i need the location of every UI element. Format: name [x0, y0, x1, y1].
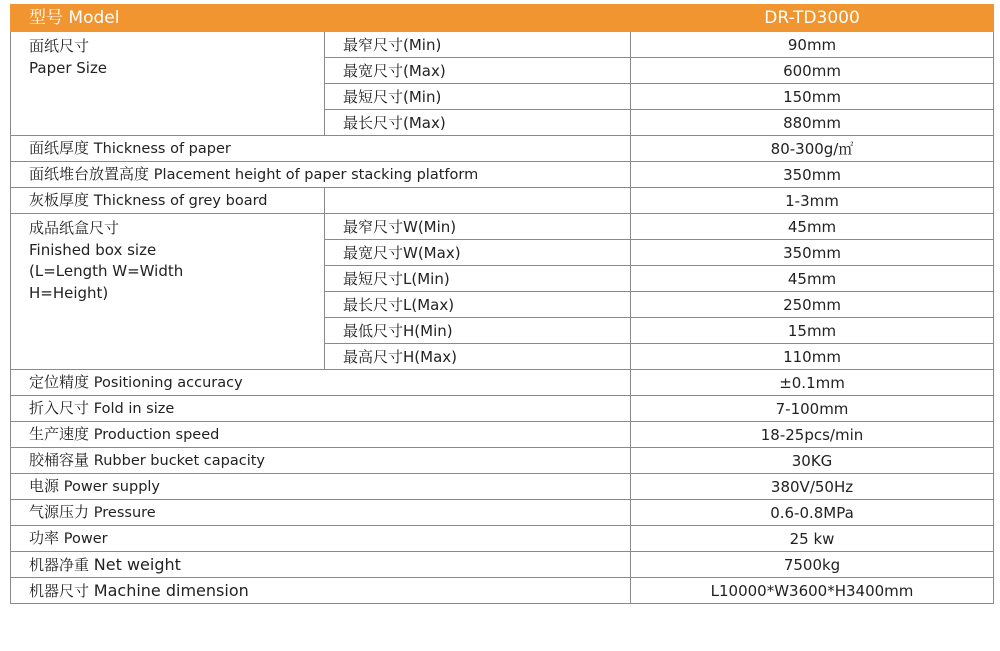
box-size-label-cn: 成品纸盒尺寸	[29, 219, 120, 237]
value-cell: 880mm	[631, 110, 994, 136]
row-label-en: Pressure	[93, 505, 156, 521]
row-label	[11, 578, 631, 604]
row-label	[11, 448, 631, 474]
value-cell: 250mm	[631, 292, 994, 318]
table-row	[11, 396, 994, 422]
model-value: DR-TD3000	[631, 5, 994, 32]
value-cell: L10000*W3600*H3400mm	[631, 578, 994, 604]
row-label-cn: 功率	[29, 529, 60, 547]
table-row	[11, 526, 994, 552]
value-cell: 30KG	[631, 448, 994, 474]
table-row	[11, 422, 994, 448]
table-row	[11, 214, 994, 240]
sub-label: 最低尺寸H(Min)	[325, 318, 631, 344]
row-label	[11, 162, 631, 188]
paper-size-label	[11, 32, 325, 136]
table-row	[11, 552, 994, 578]
row-label	[11, 500, 631, 526]
box-size-label-en-note-2: H=Height)	[29, 283, 109, 302]
row-label	[11, 474, 631, 500]
sub-label: 最宽尺寸(Max)	[325, 58, 631, 84]
row-label-en: Thickness of grey board	[93, 193, 268, 209]
table-row	[11, 370, 994, 396]
row-label-cn: 胶桶容量	[29, 451, 90, 469]
sub-label: 最长尺寸(Max)	[325, 110, 631, 136]
row-label-cn: 定位精度	[29, 373, 90, 391]
sub-label: 最短尺寸L(Min)	[325, 266, 631, 292]
row-label-en: Rubber bucket capacity	[93, 453, 265, 469]
table-row	[11, 500, 994, 526]
sub-label: 最窄尺寸(Min)	[325, 32, 631, 58]
value-cell: 110mm	[631, 344, 994, 370]
spec-table	[10, 4, 994, 604]
row-label-en: Placement height of paper stacking platform	[153, 167, 479, 183]
row-label-en: Positioning accuracy	[93, 375, 243, 391]
row-label-en: Production speed	[93, 427, 220, 443]
row-label-en: Thickness of paper	[93, 141, 231, 157]
table-row	[11, 188, 994, 214]
table-row	[11, 32, 994, 58]
row-label-cn: 面纸厚度	[29, 139, 90, 157]
model-label: 型号 Model	[11, 5, 631, 32]
table-row	[11, 448, 994, 474]
value-cell: ±0.1mm	[631, 370, 994, 396]
row-label-cn: 灰板厚度	[29, 191, 90, 209]
value-cell: 0.6-0.8MPa	[631, 500, 994, 526]
row-label-cn: 生产速度	[29, 425, 90, 443]
value-cell: 380V/50Hz	[631, 474, 994, 500]
value-cell: 90mm	[631, 32, 994, 58]
paper-size-label-cn: 面纸尺寸	[29, 37, 90, 55]
sub-label: 最高尺寸H(Max)	[325, 344, 631, 370]
row-label-en: Power supply	[63, 479, 161, 495]
row-label	[11, 526, 631, 552]
row-label-cn: 面纸堆台放置高度	[29, 165, 150, 183]
row-label-cn: 机器尺寸	[29, 581, 90, 600]
value-cell: 7-100mm	[631, 396, 994, 422]
row-label-cn: 机器净重	[29, 555, 90, 574]
value-cell: 150mm	[631, 84, 994, 110]
value-cell: 80-300g/㎡	[631, 136, 994, 162]
row-label	[11, 370, 631, 396]
value-cell: 7500kg	[631, 552, 994, 578]
sub-label: 最宽尺寸W(Max)	[325, 240, 631, 266]
table-row	[11, 162, 994, 188]
row-label-cn: 气源压力	[29, 503, 90, 521]
row-label	[11, 188, 325, 214]
row-label	[11, 136, 631, 162]
row-label	[11, 396, 631, 422]
box-size-label-en: Finished box size	[29, 240, 157, 259]
header-row	[11, 5, 994, 32]
row-label-cn: 电源	[29, 477, 60, 495]
value-cell: 18-25pcs/min	[631, 422, 994, 448]
box-size-label-en-note: (L=Length W=Width	[29, 262, 184, 280]
row-label	[11, 422, 631, 448]
row-label-en: Power	[63, 531, 108, 547]
value-cell: 25 kw	[631, 526, 994, 552]
table-row	[11, 136, 994, 162]
sub-label: 最短尺寸(Min)	[325, 84, 631, 110]
table-row	[11, 474, 994, 500]
row-label-cn: 折入尺寸	[29, 399, 90, 417]
value-cell: 45mm	[631, 214, 994, 240]
value-cell: 350mm	[631, 162, 994, 188]
box-size-label	[11, 214, 325, 370]
row-label-en: Net weight	[93, 554, 181, 574]
row-label-en: Fold in size	[93, 401, 175, 417]
value-cell: 1-3mm	[631, 188, 994, 214]
sub-label: 最长尺寸L(Max)	[325, 292, 631, 318]
empty-cell	[325, 188, 631, 214]
value-cell: 45mm	[631, 266, 994, 292]
paper-size-label-en: Paper Size	[29, 58, 108, 77]
table-row	[11, 578, 994, 604]
row-label-en: Machine dimension	[93, 580, 249, 600]
value-cell: 350mm	[631, 240, 994, 266]
value-cell: 15mm	[631, 318, 994, 344]
row-label	[11, 552, 631, 578]
value-cell: 600mm	[631, 58, 994, 84]
sub-label: 最窄尺寸W(Min)	[325, 214, 631, 240]
